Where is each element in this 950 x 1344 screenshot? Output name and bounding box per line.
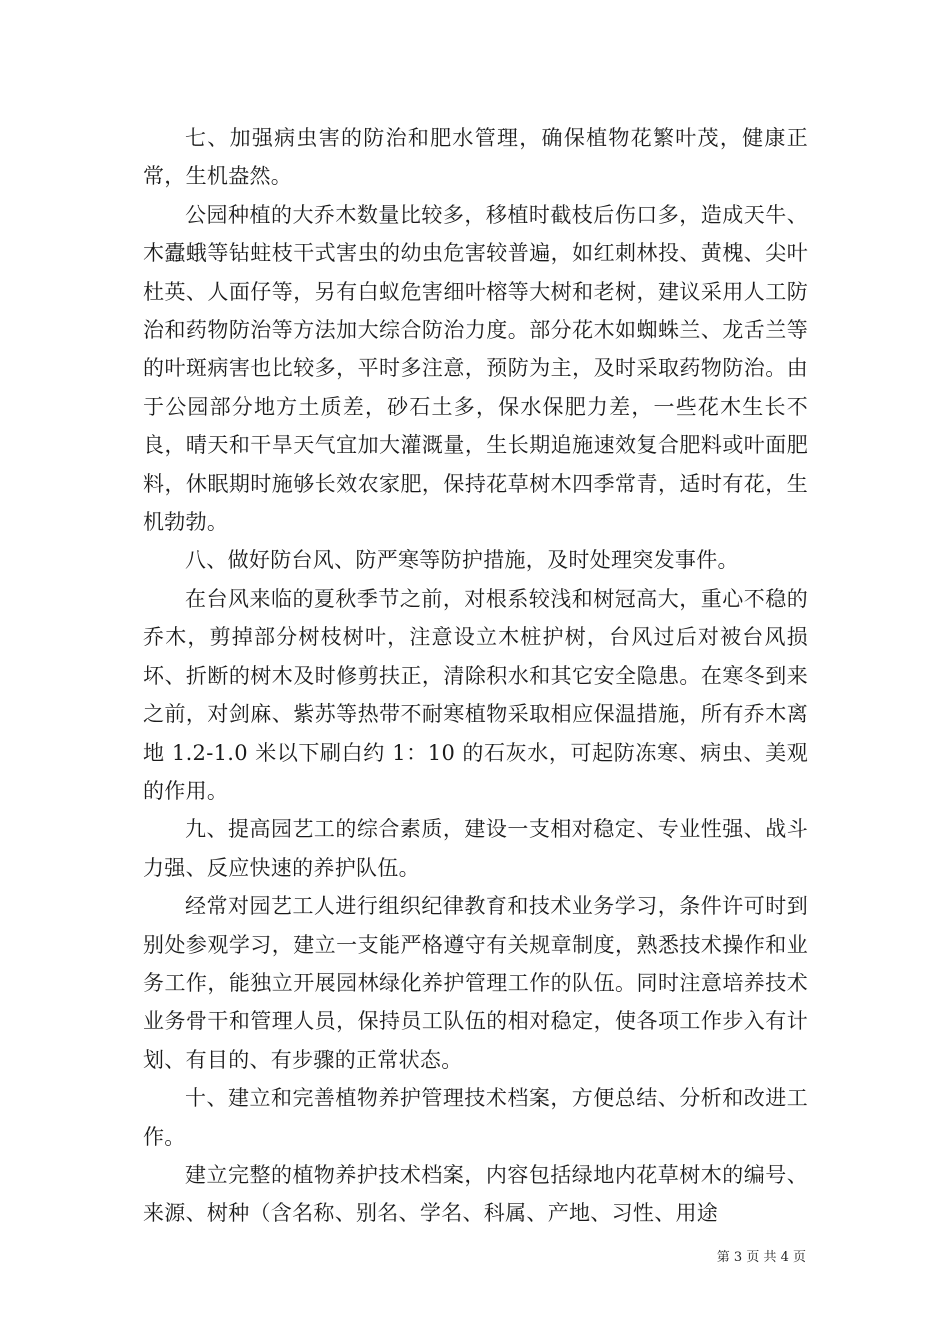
body-paragraph: 经常对园艺工人进行组织纪律教育和技术业务学习，条件许可时到别处参观学习，建立一支能严格遵守有关规章制度，熟悉技术操作和业务工作，能独立开展园林绿化养护管理工作的队伍。同时注意培养技术业务骨干和管理人员，保持员工队伍的相对稳定，使各项工作步入有计划、有目的、有步骤的正常状态。 xyxy=(143,894,808,1072)
body-paragraph: 公园种植的大乔木数量比较多，移植时截枝后伤口多，造成天牛、木蠹蛾等钻蛀枝干式害虫的幼虫危害较普遍，如红刺林投、黄槐、尖叶杜英、人面仔等，另有白蚁危害细叶榕等大树和老树，建议采用人工防治和药物防治等方法加大综合防治力度。部分花木如蜘蛛兰、龙舌兰等的叶斑病害也比较多，平时多注意，预防为主，及时采取药物防治。由于公园部分地方土质差，砂石土多，保水保肥力差，一些花木生长不良，晴天和干旱天气宜加大灌溉量，生长期追施速效复合肥料或叶面肥料，休眠期时施够长效农家肥，保持花草树木四季常青，适时有花，生机勃勃。 xyxy=(143,202,808,535)
section-heading-9: 九、提高园艺工的综合素质，建设一支相对稳定、专业性强、战斗力强、反应快速的养护队伍。 xyxy=(143,817,808,880)
body-paragraph: 建立完整的植物养护技术档案，内容包括绿地内花草树木的编号、来源、树种（含名称、别名、学名、科属、产地、习性、用途 xyxy=(143,1162,808,1226)
section-heading-7: 七、加强病虫害的防治和肥水管理，确保植物花繁叶茂，健康正常，生机盎然。 xyxy=(143,126,808,189)
page-number-footer: 第 3 页 共 4 页 xyxy=(716,1250,806,1265)
body-paragraph: 在台风来临的夏秋季节之前，对根系较浅和树冠高大，重心不稳的乔木，剪掉部分树枝树叶，注意设立木桩护树，台风过后对被台风损坏、折断的树木及时修剪扶正，清除积水和其它安全隐患。在寒冬到来之前，对剑麻、紫苏等热带不耐寒植物采取相应保温措施，所有乔木离地 1.2-1.0 米以下刷白约 1：10 的石灰水，可起防冻寒、病虫、美观的作用。 xyxy=(143,586,808,803)
document-body xyxy=(143,119,808,1233)
section-heading-10: 十、建立和完善植物养护管理技术档案，方便总结、分析和改进工作。 xyxy=(143,1086,808,1149)
section-heading-8: 八、做好防台风、防严寒等防护措施，及时处理突发事件。 xyxy=(185,548,739,573)
